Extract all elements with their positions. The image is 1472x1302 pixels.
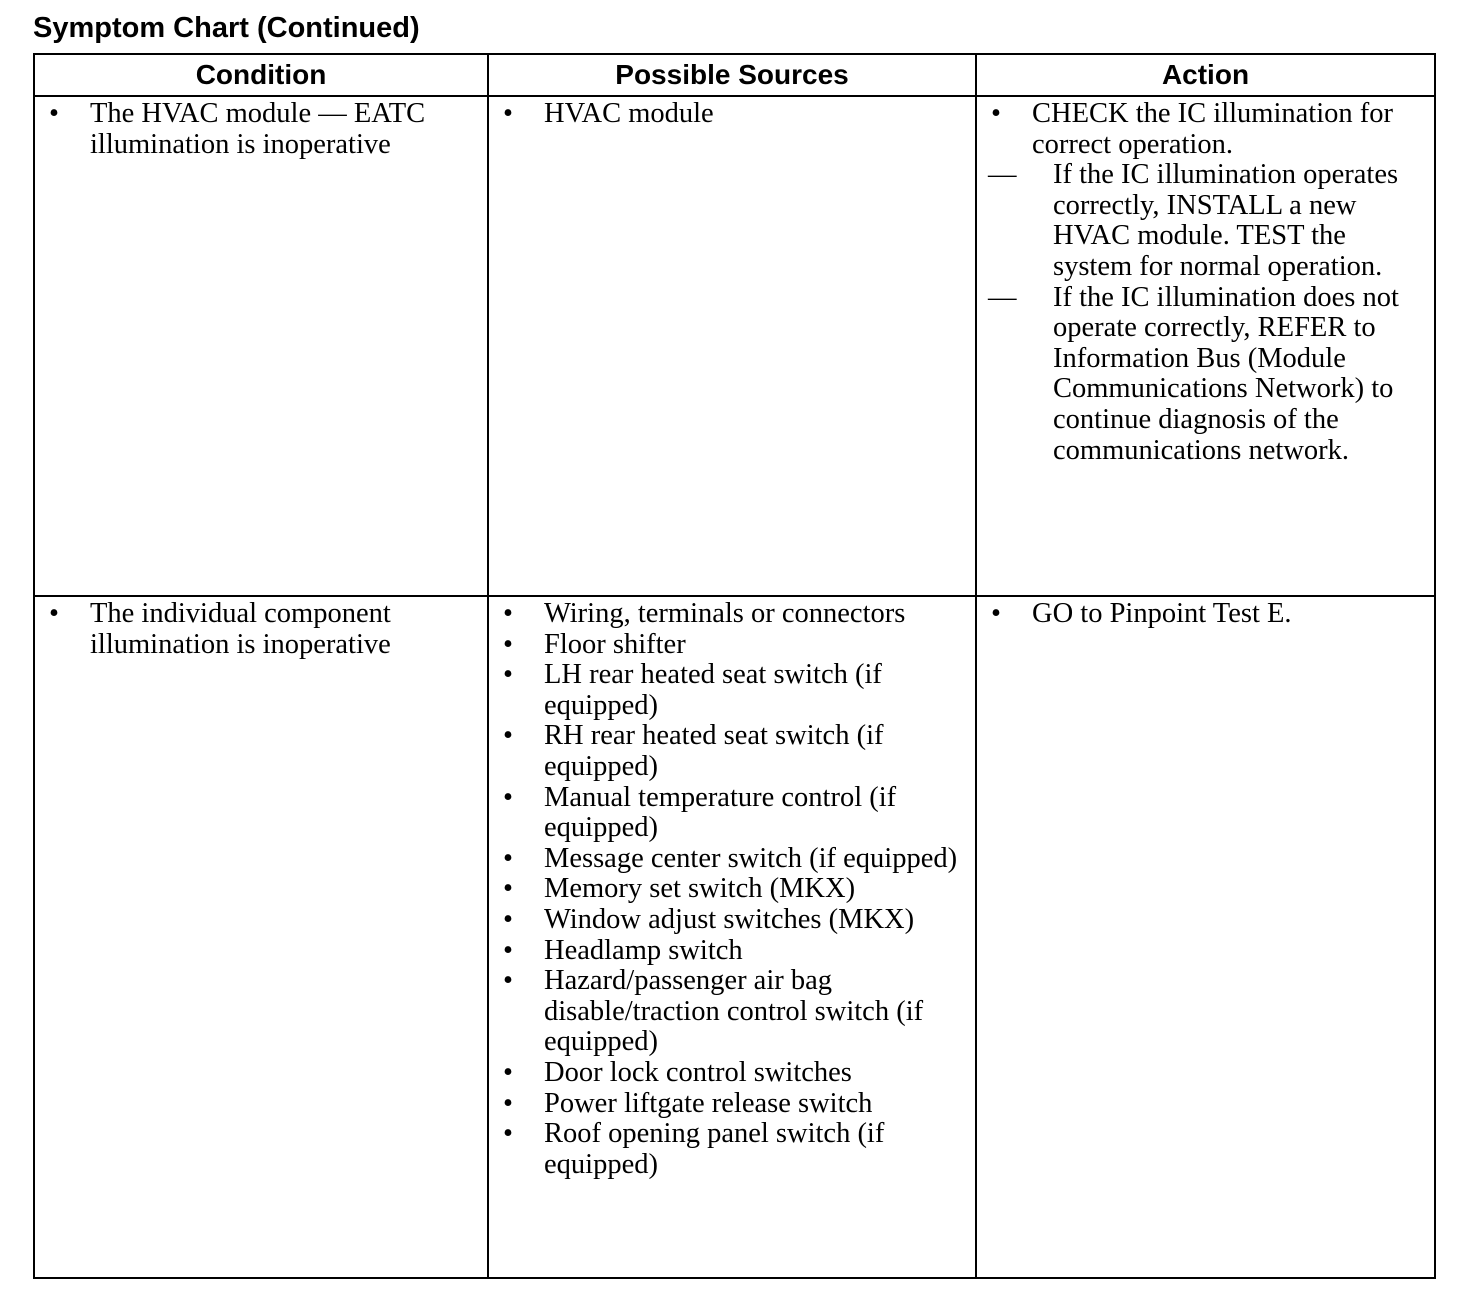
symptom-chart-table <box>33 53 1436 1279</box>
possible-sources-cell <box>488 596 976 1278</box>
source-item: • HVAC module <box>499 99 971 130</box>
page-title: Symptom Chart (Continued) <box>33 12 420 44</box>
condition-cell <box>34 596 488 1278</box>
condition-list <box>45 599 483 660</box>
action-cell <box>976 596 1435 1278</box>
source-item: • Wiring, terminals or connectors <box>499 599 971 630</box>
condition-list <box>45 99 483 160</box>
condition-item: • The individual component illumination is inoperative <box>45 599 483 660</box>
source-item: • Floor shifter <box>499 630 971 661</box>
action-sub-item: — If the IC illumination operates correctly, INSTALL a new HVAC module. TEST the system for normal operation. <box>988 160 1430 282</box>
source-item: • RH rear heated seat switch (if equipped) <box>499 721 971 782</box>
action-cell <box>976 96 1435 596</box>
action-list <box>987 99 1430 466</box>
source-item: • Message center switch (if equipped) <box>499 844 971 875</box>
action-sub-item: — If the IC illumination does not operate correctly, REFER to Information Bus (Module Communications Network) to continue diagnosis of the communications network. <box>988 283 1430 467</box>
source-item: • Manual temperature control (if equipped) <box>499 783 971 844</box>
action-text: CHECK the IC illumination for correct operation. <box>1032 98 1393 160</box>
action-list <box>987 599 1430 630</box>
source-item: • Headlamp switch <box>499 936 971 967</box>
column-header-possible-sources: Possible Sources <box>488 54 976 96</box>
table-header-row <box>34 54 1435 96</box>
condition-cell <box>34 96 488 596</box>
source-item: • LH rear heated seat switch (if equipped) <box>499 660 971 721</box>
possible-sources-list <box>499 99 971 130</box>
action-item <box>987 99 1430 466</box>
source-item: • Memory set switch (MKX) <box>499 874 971 905</box>
source-item: • Door lock control switches <box>499 1058 971 1089</box>
condition-item: • The HVAC module — EATC illumination is inoperative <box>45 99 483 160</box>
possible-sources-cell <box>488 96 976 596</box>
table-row <box>34 596 1435 1278</box>
source-item: • Power liftgate release switch <box>499 1089 971 1120</box>
column-header-action: Action <box>976 54 1435 96</box>
action-sub-list <box>988 160 1430 466</box>
table-row <box>34 96 1435 596</box>
source-item: • Roof opening panel switch (if equipped) <box>499 1119 971 1180</box>
source-item: • Window adjust switches (MKX) <box>499 905 971 936</box>
source-item: • Hazard/passenger air bag disable/traction control switch (if equipped) <box>499 966 971 1058</box>
column-header-condition: Condition <box>34 54 488 96</box>
possible-sources-list <box>499 599 971 1180</box>
action-item: • GO to Pinpoint Test E. <box>987 599 1430 630</box>
